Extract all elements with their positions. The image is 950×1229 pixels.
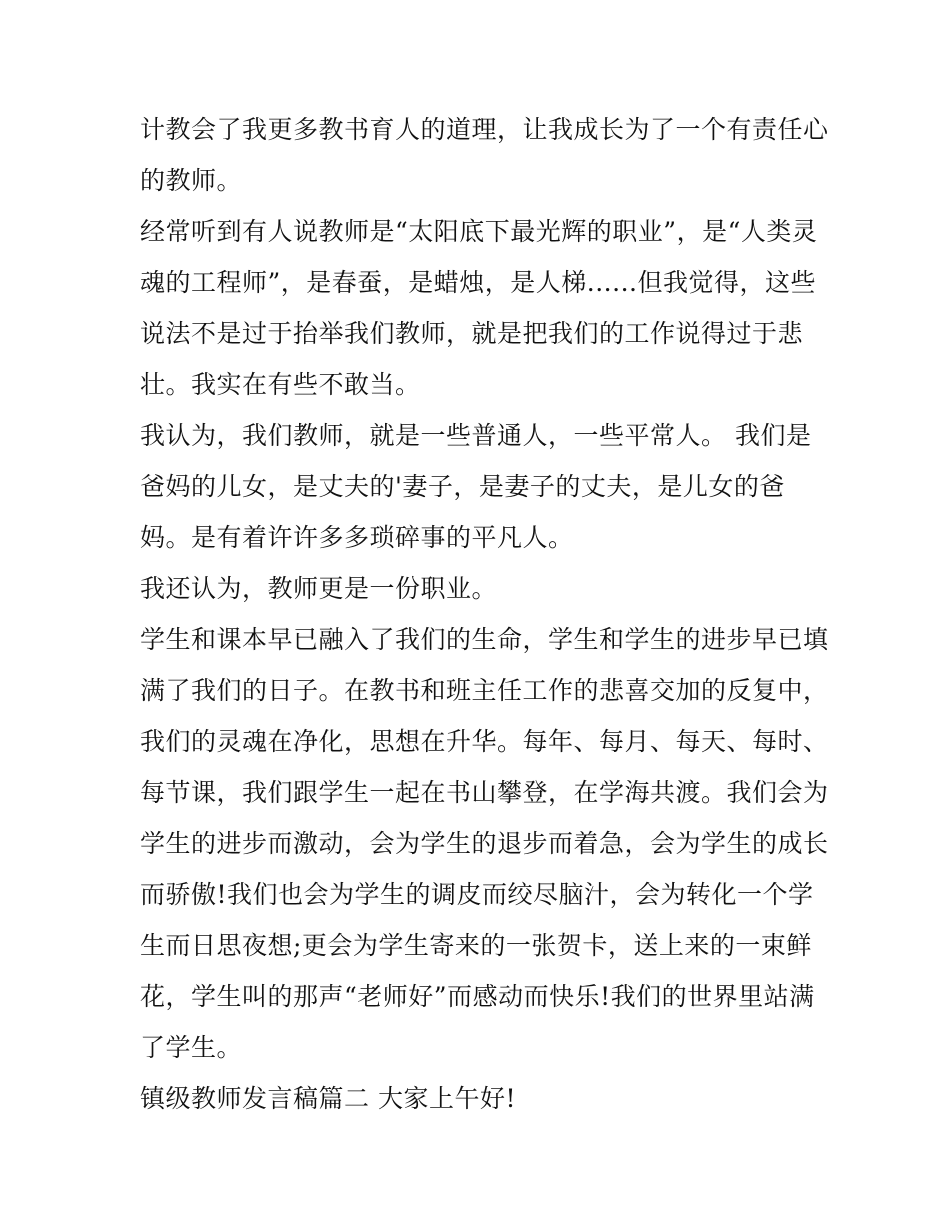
text-line: 计教会了我更多教书育人的道理，让我成长为了一个有责任心: [140, 115, 829, 144]
text-line: 妈。是有着许许多多琐碎事的平凡人。: [140, 523, 574, 552]
text-line: 说法不是过于抬举我们教师，就是把我们的工作说得过于悲: [140, 319, 804, 348]
text-line: 我还认为，教师更是一份职业。: [140, 574, 498, 603]
text-line: 爸妈的儿女，是丈夫的'妻子，是妻子的丈夫，是儿女的爸: [140, 472, 785, 501]
text-line: 而骄傲!我们也会为学生的调皮而绞尽脑汁，会为转化一个学: [140, 880, 814, 909]
text-line: 我们的灵魂在净化，思想在升华。每年、每月、每天、每时、: [140, 727, 829, 756]
text-line: 学生的进步而激动，会为学生的退步而着急，会为学生的成长: [140, 829, 829, 858]
text-line: 我认为，我们教师，就是一些普通人，一些平常人。 我们是: [140, 421, 812, 450]
text-line: 经常听到有人说教师是“太阳底下最光辉的职业”，是“人类灵: [140, 217, 818, 246]
text-line: 花，学生叫的那声“老师好”而感动而快乐!我们的世界里站满: [140, 982, 815, 1011]
text-line: 每节课，我们跟学生一起在书山攀登，在学海共渡。我们会为: [140, 778, 829, 807]
section-heading: 镇级教师发言稿篇二 大家上午好!: [140, 1084, 516, 1113]
text-line: 满了我们的日子。在教书和班主任工作的悲喜交加的反复中，: [140, 676, 829, 705]
document-body: [140, 104, 830, 1124]
text-line: 学生和课本早已融入了我们的生命，学生和学生的进步早已填: [140, 625, 829, 654]
text-line: 的教师。: [140, 166, 243, 195]
text-line: 壮。我实在有些不敢当。: [140, 370, 421, 399]
text-line: 生而日思夜想;更会为学生寄来的一张贺卡，送上来的一束鲜: [140, 931, 812, 960]
text-line: 了学生。: [140, 1033, 243, 1062]
text-line: 魂的工程师”，是春蚕，是蜡烛，是人梯......但我觉得，这些: [140, 268, 816, 297]
